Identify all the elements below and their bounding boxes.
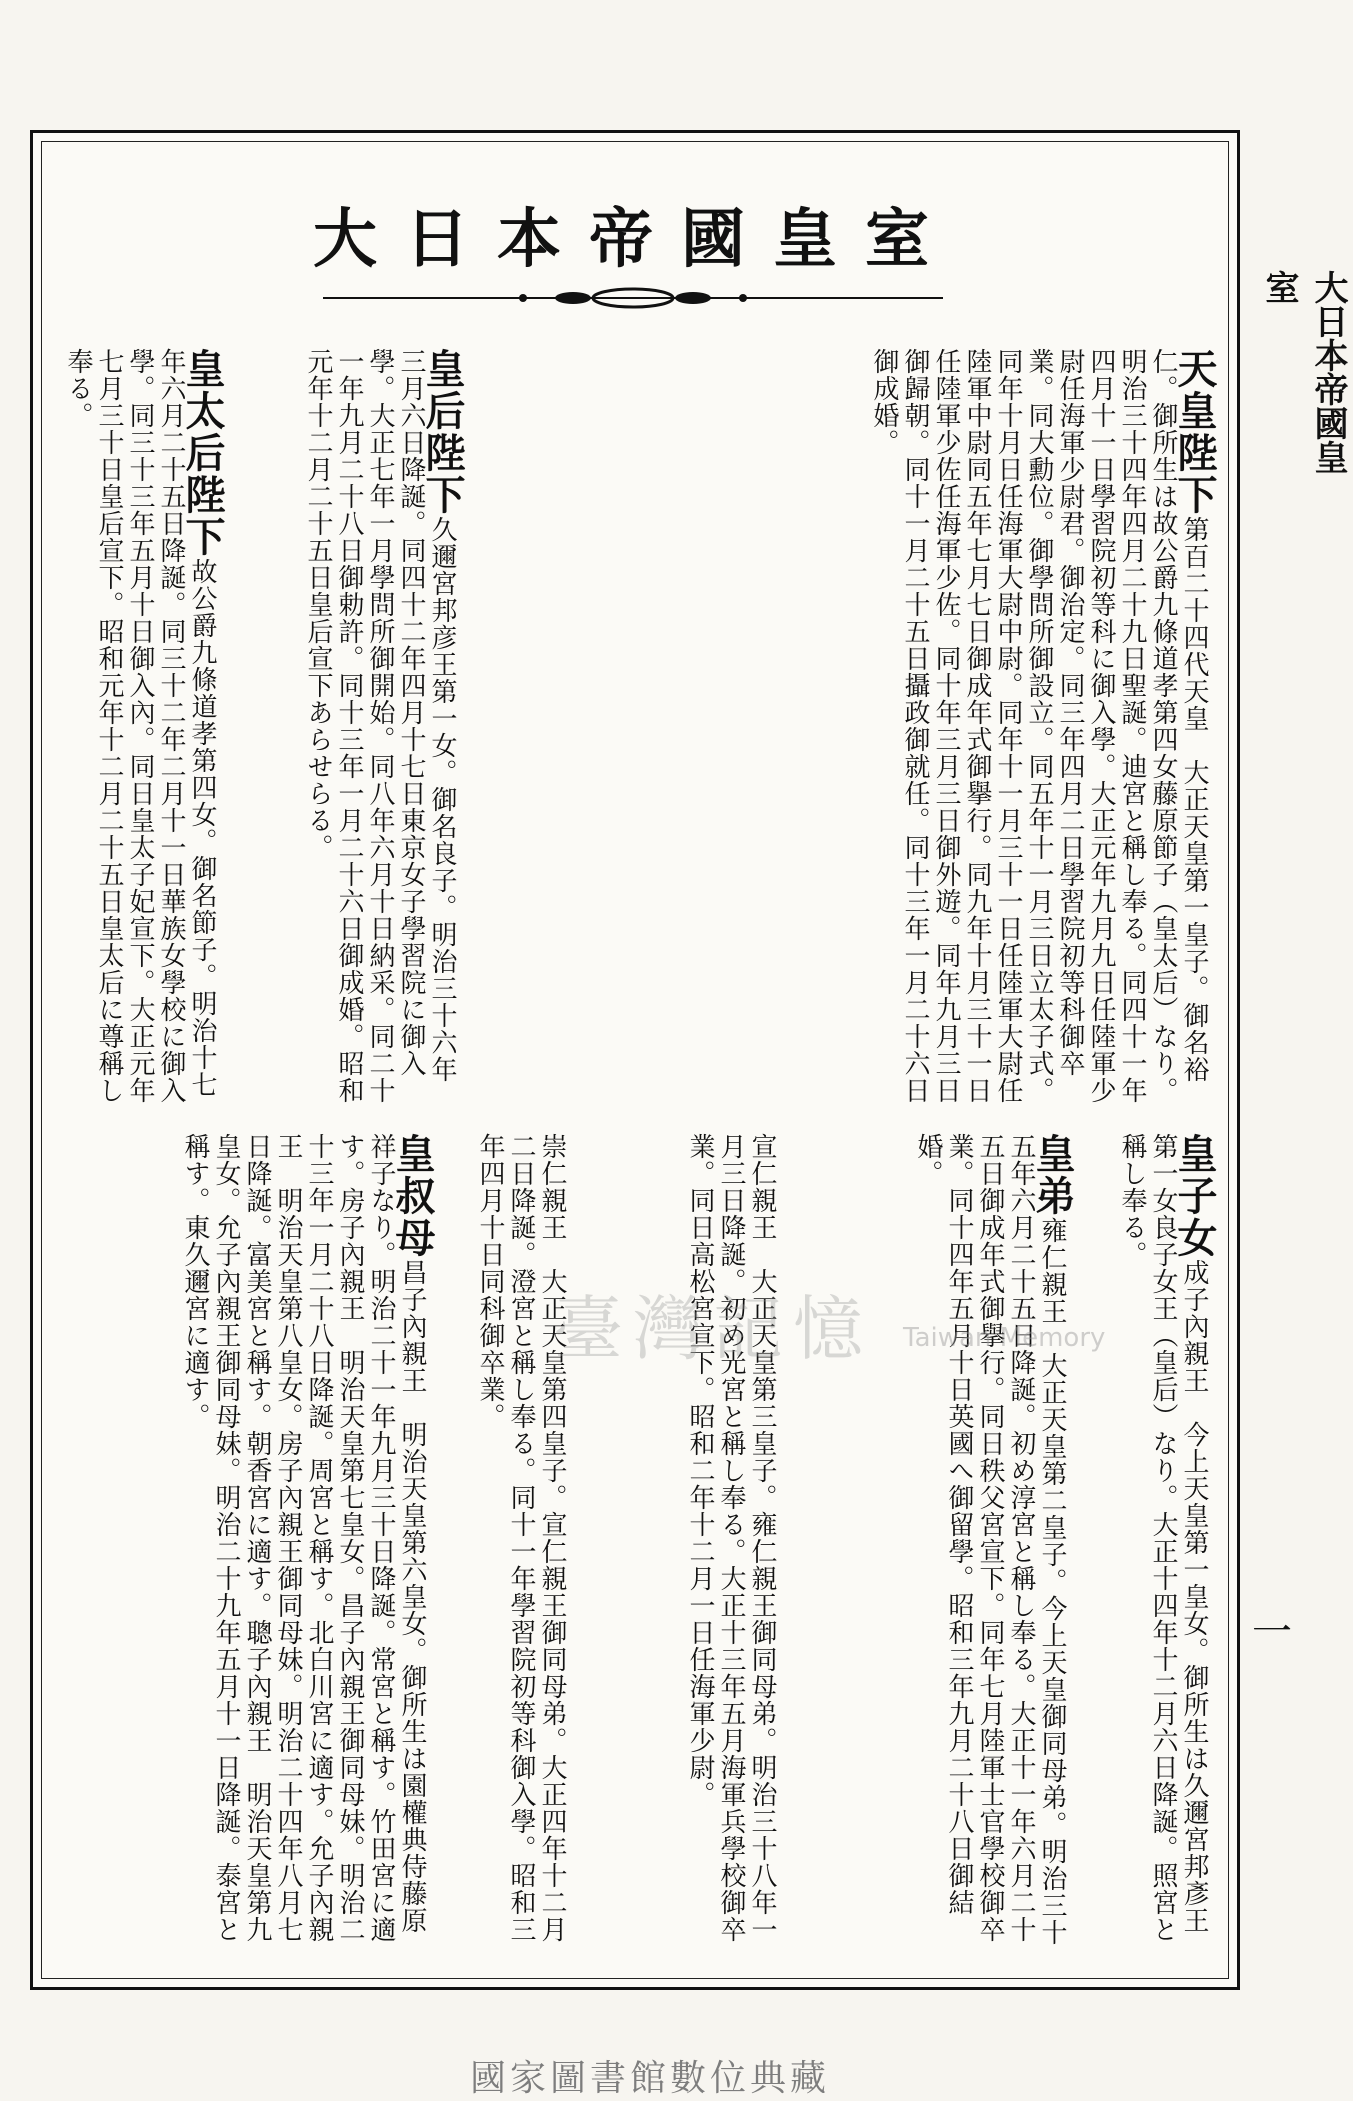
page-title: 大日本帝國皇室	[313, 203, 957, 277]
section-body: 久邇宮邦彦王第一女。御名良子。明治三十六年三月六日降誕。同四十二年四月十七日東京女子學習院に御入學。大正七年一月學問所御開始。同八年六月十日納采。同二十一年九月二十八日御勅許。同十三年一月二十六日御成婚。昭和元年十二月二十五日皇后宣下あらせらる。	[303, 348, 457, 1104]
section-body: 昌子內親王 明治天皇第六皇女。御所生は園權典侍藤原祥子なり。明治二十一年九月三十日降誕。常宮と稱す。竹田宮に適す。房子內親王 明治天皇第七皇女。昌子內親王御同母妹。明治二十三年一月二十八日降誕。周宮と稱す。北白川宮に適す。允子內親王 明治天皇第八皇女。房子內親王御同母妹。明治二十四年八月七日降誕。富美宮と稱す。朝香宮に適す。聰子內親王 明治天皇第九皇女。允子內親王御同母妹。明治二十九年五月十一日降誕。泰宮と稱す。東久邇宮に適す。	[180, 1133, 427, 1943]
section-body: 宣仁親王 大正天皇第三皇子。雍仁親王御同母弟。明治三十八年一月三日降誕。初め光宮と稱し奉る。大正十三年五月海軍兵學校御卒業。同日高松宮宣下。昭和二年十二月一日任海軍少尉。	[685, 1133, 777, 1943]
section-brother-sumi	[437, 1133, 567, 1953]
section-emperor	[489, 348, 1217, 1108]
section-heading: 皇弟	[1029, 1133, 1075, 1217]
section-body: 成子內親王 今上天皇第一皇女。御所生は久邇宮邦彥王第一女良子女王（皇后）なり。大正十四年十二月六日降誕。照宮と稱し奉る。	[1117, 1133, 1209, 1943]
section-heading: 天皇陛下	[1171, 348, 1217, 516]
section-heading: 皇叔母	[389, 1133, 435, 1259]
section-aunts	[67, 1133, 435, 1953]
section-empress	[227, 348, 465, 1108]
side-running-title: 大日本帝國皇室	[1259, 270, 1348, 474]
section-body: 故公爵九條道孝第四女。御名節子。明治十七年六月二十五日降誕。同三十二年二月十一日華族女學校に御入學。同三十三年五月十日御入內。同日皇太子妃宣下。大正元年七月三十日皇后宣下。昭和元年十二月二十五日皇太后に尊稱し奉る。	[63, 348, 217, 1104]
section-empress-dowager	[63, 348, 225, 1108]
section-heading: 皇子女	[1171, 1133, 1217, 1259]
section-body: 第百二十四代天皇 大正天皇第一皇子。御名裕仁。御所生は故公爵九條道孝第四女藤原節子（皇太后）なり。明治三十四年四月二十九日聖誕。迪宮と稱し奉る。同四十一年四月十一日學習院初等科に御入學。大正元年九月九日任陸軍少尉任海軍少尉君。御治定。同三年四月二日學習院初等科御卒業。同大勳位。御學問所御設立。同五年十一月三日立太子式。同年十月日任海軍大尉中尉。同年十一月三十一日任陸軍大尉任陸軍中尉同五年七月七日御成年式御擧行。同九年十月三十一日任陸軍少佐任海軍少佐。同十年三月三日御外遊。同年九月三日御歸朝。同十一月二十五日攝政御就任。同十三年一月二十六日御成婚。	[869, 348, 1209, 1104]
watermark: 臺灣記憶	[553, 1288, 873, 1370]
section-children	[1079, 1133, 1217, 1953]
section-brother-takamatsu	[577, 1133, 777, 1953]
title-ornament	[323, 283, 943, 313]
section-body: 崇仁親王 大正天皇第四皇子。宣仁親王御同母弟。大正四年十二月二日降誕。澄宮と稱し奉る。同十一年學習院初等科御入學。昭和三年四月十日同科御卒業。	[475, 1133, 567, 1943]
page-frame	[30, 130, 1240, 1990]
section-body: 雍仁親王 大正天皇第二皇子。今上天皇御同母弟。明治三十五年六月二十五日降誕。初め淳宮と稱し奉る。大正十一年六月二十五日御成年式御擧行。同日秩父宮宣下。同年七月陸軍士官學校御卒業。同十四年五月十日英國へ御留學。昭和三年九月二十八日御結婚。	[913, 1133, 1067, 1946]
section-brother-chichibu	[787, 1133, 1075, 1953]
footer-credit: 國家圖書館數位典藏	[469, 2058, 830, 2099]
page-number: 一	[1252, 1609, 1292, 1655]
watermark-subtitle: Taiwan Memory	[903, 1323, 1106, 1353]
section-heading: 皇太后陛下	[179, 348, 225, 558]
section-heading: 皇后陛下	[419, 348, 465, 516]
